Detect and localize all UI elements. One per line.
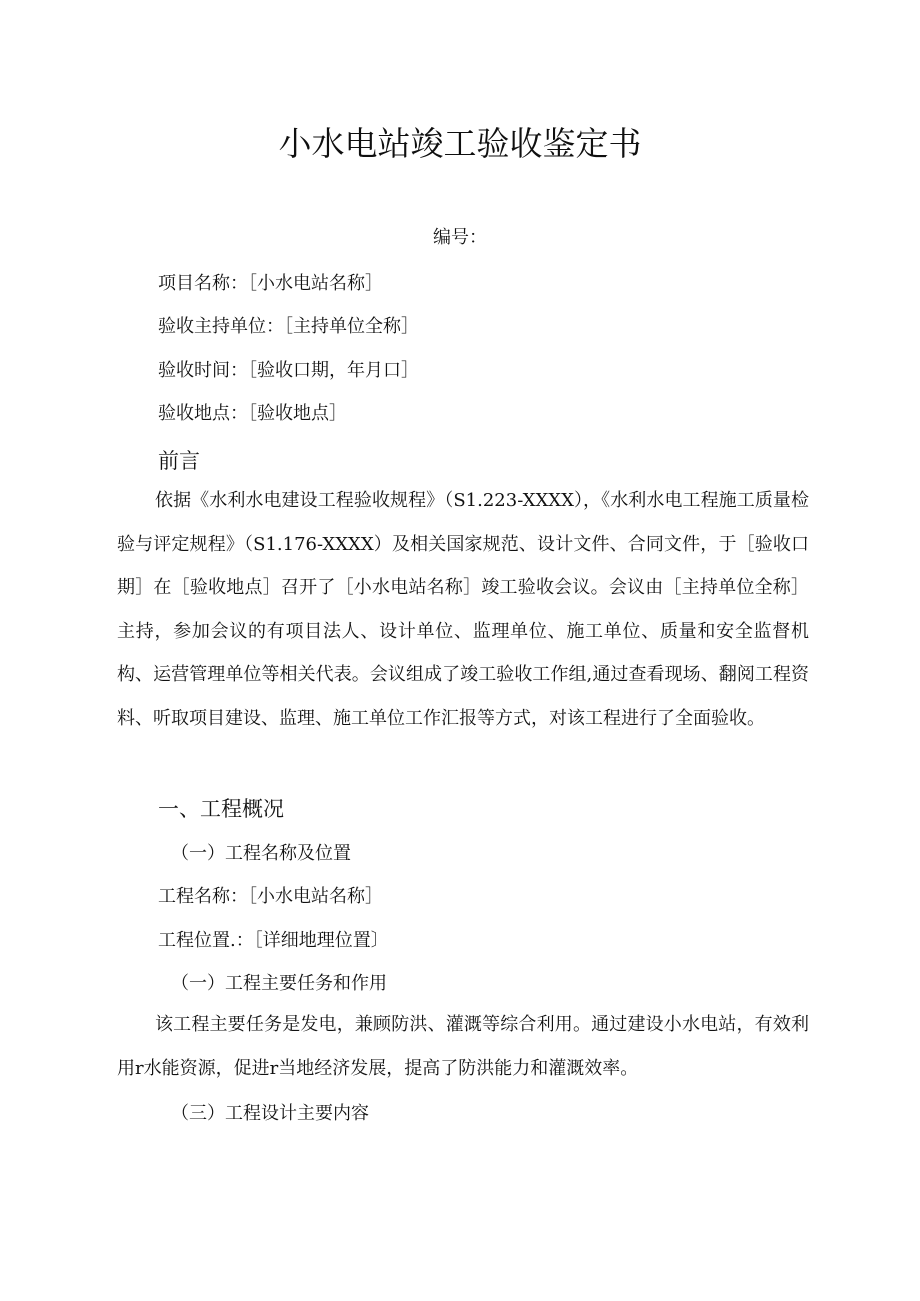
acceptance-place-line: 验收地点：［验收地点］	[158, 403, 347, 424]
serial-number-label: 编号：	[433, 227, 487, 248]
engineering-name-line: 工程名称：［小水电站名称］	[158, 886, 383, 907]
engineering-location-line: 工程位置.：［详细地理位置〕	[158, 930, 389, 951]
subsection-3-title: （三）工程设计主要内容	[171, 1103, 369, 1124]
host-unit-line: 验收主持单位：［主持单位全称］	[158, 316, 419, 337]
section-1-heading: 一、工程概况	[158, 797, 284, 821]
subsection-2-body: 该工程主要任务是发电，兼顾防洪、灌溉等综合利用。通过建设小水电站，有效利用r水能资源，促进r当地经济发展，提高了防洪能力和灌溉效率。	[117, 1014, 809, 1079]
document-title: 小水电站竣工验收鉴定书	[278, 124, 642, 163]
subsection-1-title: （一）工程名称及位置	[171, 843, 351, 864]
subsection-2-title: （一）工程主要任务和作用	[171, 973, 387, 994]
acceptance-time-line: 验收时间：［验收口期，年月口］	[158, 360, 419, 381]
preface-heading: 前言	[158, 449, 200, 473]
project-name-line: 项目名称：［小水电站名称］	[158, 273, 383, 294]
preface-body: 依据《水利水电建设工程验收规程》（S1.223-XXXX），《水利水电工程施工质量检验与评定规程》（S1.176-XXXX）及相关国家规范、设计文件、合同文件，于［验收口期］在［验收地点］召开了［小水电站名称］竣工验收会议。会议由［主持单位全称］主持，参加会议的有项目法人、设计单位、监理单位、施工单位、质量和安全监督机构、运营管理单位等相关代表。会议组成了竣工验收工作组,通过查看现场、翻阅工程资料、听取项目建设、监理、施工单位工作汇报等方式，对该工程进行了全面验收。	[117, 490, 809, 729]
